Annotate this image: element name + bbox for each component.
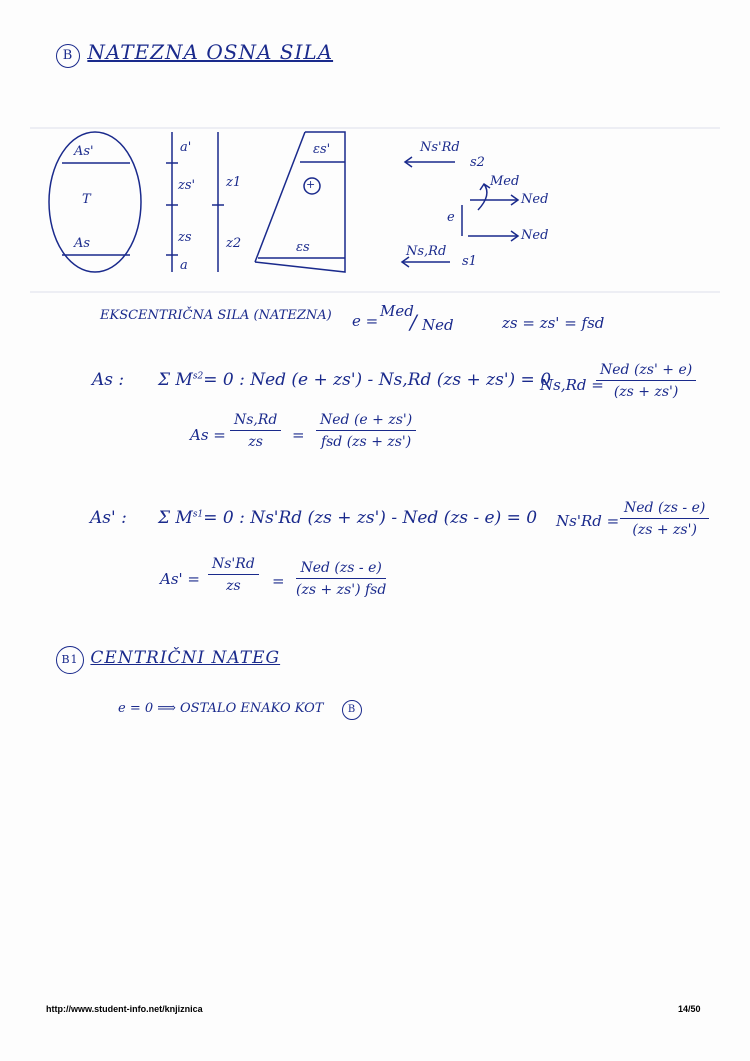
label-ns-bottom: Ns,Rd — [406, 244, 447, 259]
label-t: T — [82, 192, 91, 207]
e-lhs: e = — [352, 312, 379, 330]
label-z1: z1 — [226, 175, 242, 190]
label-a: a — [180, 258, 188, 273]
label-s2: s2 — [470, 155, 485, 170]
as-sum-sigma: Σ M — [158, 370, 193, 390]
section-marker-b: B — [56, 44, 80, 68]
eccentric-label: EKSCENTRIČNA SILA (NATEZNA) — [100, 308, 332, 323]
e-slash: / — [410, 310, 417, 334]
as2-fraction-2 — [296, 560, 386, 598]
label-s1: s1 — [462, 254, 477, 269]
as-eq-lhs: As = — [190, 426, 226, 444]
label-ns-top: Ns'Rd — [420, 140, 460, 155]
as2-sum-sup: s1 — [192, 509, 204, 520]
as2-fraction-1 — [208, 556, 259, 594]
as-fraction-1 — [230, 412, 281, 450]
as2-fraction-1-num: Ns'Rd — [208, 556, 259, 575]
as-fraction-1-num: Ns,Rd — [230, 412, 281, 431]
heading-b — [56, 40, 333, 68]
ns2-rd-fraction — [620, 500, 709, 538]
ns-rd-numerator: Ned (zs' + e) — [596, 362, 696, 381]
moment-arc — [478, 184, 487, 210]
label-e: e — [447, 210, 455, 225]
as2-sum-equation: = 0 : Ns'Rd (zs + zs') - Ned (zs - e) = 0 — [203, 508, 538, 528]
footer-page: 14/50 — [678, 1004, 701, 1014]
footer-url[interactable]: http://www.student-info.net/knjiznica — [46, 1004, 203, 1014]
label-zs: zs — [178, 230, 192, 245]
label-as-bottom: As — [74, 236, 91, 251]
label-plus: + — [306, 178, 316, 191]
label-eps-top: εs' — [313, 142, 331, 157]
e-denominator: Ned — [422, 316, 454, 334]
as-fraction-2 — [316, 412, 416, 450]
as-fraction-1-den: zs — [248, 434, 263, 450]
ns2-rd-numerator: Ned (zs - e) — [620, 500, 709, 519]
as-fraction-2-num: Ned (e + zs') — [316, 412, 416, 431]
as2-eq-sign: = — [272, 572, 285, 590]
as2-fraction-1-den: zs — [226, 578, 241, 594]
as-sum — [158, 370, 551, 390]
as2-sum — [158, 508, 537, 528]
as2-eq-lhs: As' = — [160, 570, 200, 588]
label-as-top: As' — [74, 144, 94, 159]
label-ned-1: Ned — [521, 192, 549, 207]
ns2-rd-denominator: (zs + zs') — [632, 522, 697, 538]
heading-b1 — [56, 646, 280, 674]
label-ned-2: Ned — [521, 228, 549, 243]
ns-rd-denominator: (zs + zs') — [613, 384, 679, 400]
as-label: As : — [92, 370, 125, 390]
as2-fraction-2-num: Ned (zs - e) — [296, 560, 386, 579]
label-med: Med — [490, 174, 520, 189]
as-eq-sign: = — [292, 426, 305, 444]
as2-sum-sigma: Σ M — [158, 508, 193, 528]
as-sum-equation: = 0 : Ned (e + zs') - Ns,Rd (zs + zs') = 0 — [203, 370, 552, 390]
label-z2: z2 — [226, 236, 242, 251]
zs-equality: zs = zs' = fsd — [502, 314, 605, 332]
as2-fraction-2-den: (zs + zs') fsd — [296, 582, 387, 598]
ns2-rd-lhs: Ns'Rd = — [556, 512, 620, 530]
as-sum-sup: s2 — [192, 371, 204, 382]
label-zs-top: zs' — [178, 178, 196, 193]
ns-rd-fraction — [596, 362, 696, 400]
b1-line-text: e = 0 ⟹ OSTALO ENAKO KOT — [118, 701, 324, 716]
b1-line — [118, 700, 362, 720]
ns-rd-lhs: Ns,Rd = — [540, 376, 604, 394]
cross-section-ellipse — [49, 132, 141, 272]
as-fraction-2-den: fsd (zs + zs') — [320, 434, 412, 450]
label-a-top: a' — [180, 140, 192, 155]
section-marker-b1: B1 — [56, 646, 84, 674]
label-eps-bottom: εs — [296, 240, 310, 255]
as2-label: As' : — [90, 508, 127, 528]
heading-b1-title: CENTRIČNI NATEG — [90, 648, 281, 668]
e-numerator: Med — [380, 302, 414, 320]
heading-b-title: NATEZNA OSNA SILA — [87, 40, 334, 64]
b1-ref-marker: B — [342, 700, 362, 720]
